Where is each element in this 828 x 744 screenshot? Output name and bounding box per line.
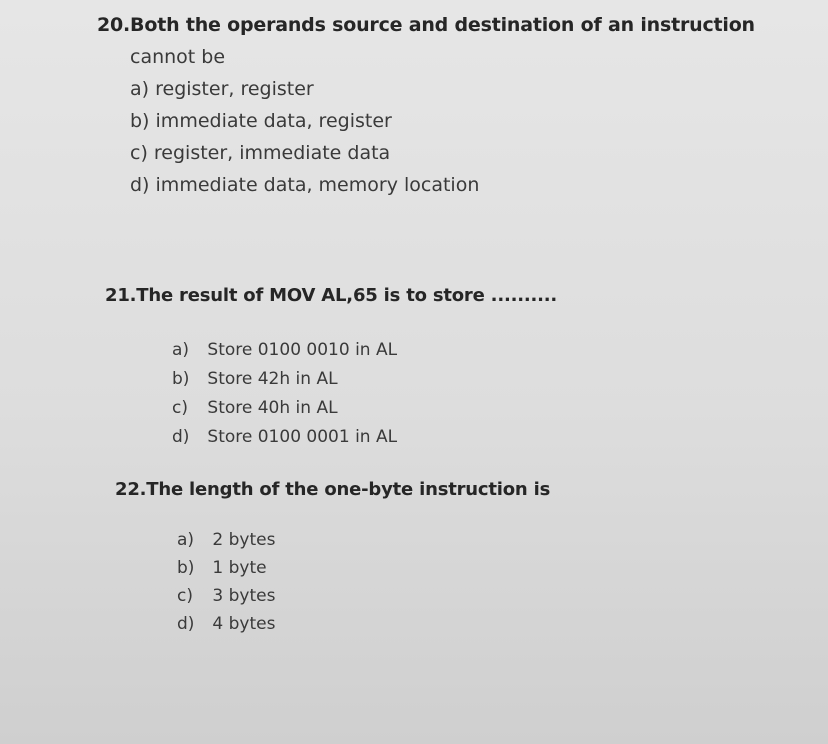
option-c [130, 142, 390, 164]
option-letter: c) [130, 142, 148, 164]
option-b [177, 558, 267, 578]
question-title: 21.The result of MOV AL,65 is to store .......... [105, 285, 558, 306]
option-letter: d) [172, 427, 190, 447]
option-b [172, 369, 338, 389]
option-d [177, 614, 275, 634]
option-text: 4 bytes [212, 614, 276, 634]
option-letter: b) [130, 110, 150, 132]
option-letter: b) [177, 558, 195, 578]
option-text: Store 0100 0001 in AL [207, 427, 398, 447]
option-text: Store 40h in AL [207, 398, 338, 418]
option-letter: c) [172, 398, 188, 418]
question-title: 22.The length of the one-byte instruction is [115, 479, 551, 500]
option-text: Store 42h in AL [207, 369, 338, 389]
option-text: immediate data, memory location [155, 174, 480, 196]
question-title: 20.Both the operands source and destination of an instruction [97, 14, 755, 36]
option-d [172, 427, 397, 447]
option-text: 3 bytes [212, 586, 276, 606]
option-d [130, 174, 479, 196]
option-letter: a) [172, 340, 190, 360]
option-text: immediate data, register [155, 110, 392, 132]
option-letter: d) [130, 174, 150, 196]
option-b [130, 110, 392, 132]
option-a [130, 78, 314, 100]
option-text: register, register [155, 78, 314, 100]
option-letter: b) [172, 369, 190, 389]
option-letter: a) [177, 530, 195, 550]
option-letter: a) [130, 78, 150, 100]
option-text: Store 0100 0010 in AL [207, 340, 398, 360]
option-a [177, 530, 275, 550]
option-letter: c) [177, 586, 193, 606]
option-a [172, 340, 397, 360]
option-text: 1 byte [212, 558, 267, 578]
option-c [177, 586, 275, 606]
option-text: 2 bytes [212, 530, 276, 550]
option-letter: d) [177, 614, 195, 634]
option-c [172, 398, 338, 418]
question-title-continuation: cannot be [130, 46, 226, 68]
option-text: register, immediate data [153, 142, 391, 164]
